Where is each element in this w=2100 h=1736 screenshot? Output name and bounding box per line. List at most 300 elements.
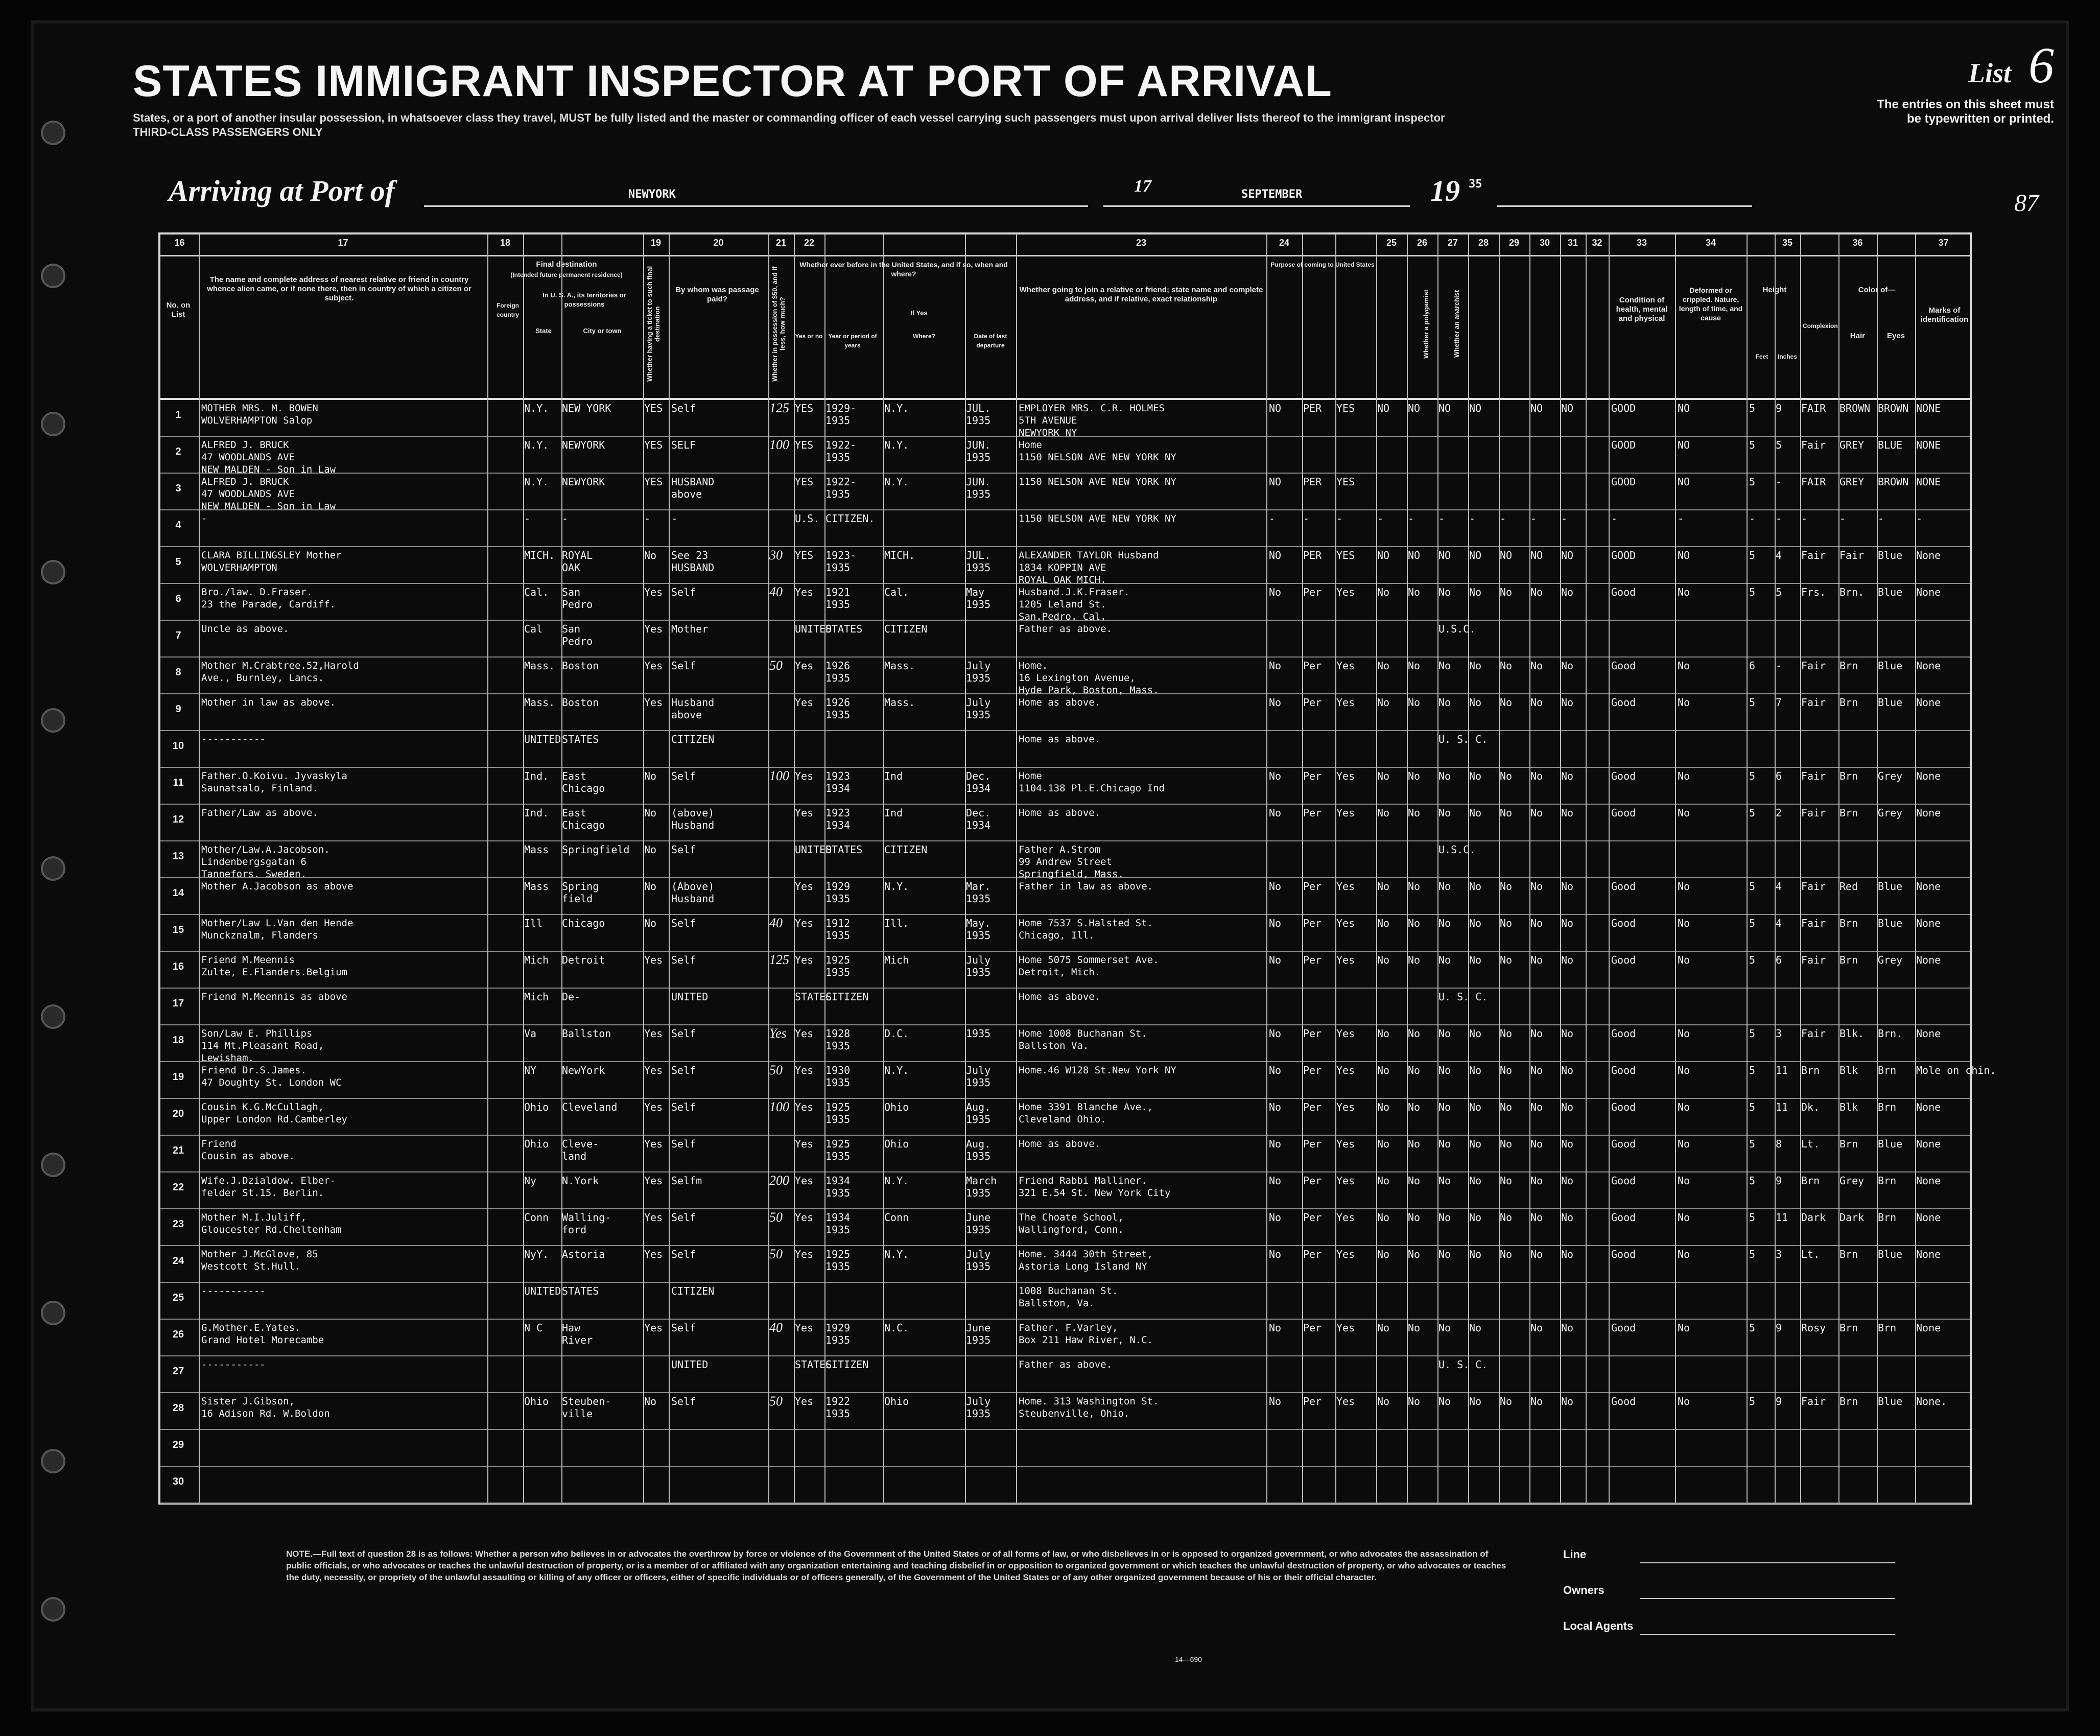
column-number: 32 (1592, 238, 1602, 248)
departure-cell: July 1935 (966, 660, 991, 684)
q31-cell: No (1561, 880, 1574, 893)
relative-cell: Mother/Law L.Van den Hende Munckznalm, Flanders (201, 918, 353, 941)
q28-cell: No (1469, 917, 1482, 929)
money-cell: 40 (769, 916, 783, 930)
city-cell: NEWYORK (562, 439, 605, 451)
years-cell: CITIZEN. (825, 512, 875, 525)
line-number: 18 (172, 1035, 184, 1046)
table-row (160, 1355, 1970, 1393)
q25-cell: No (1377, 1175, 1390, 1187)
punch-hole (41, 264, 65, 288)
years-cell: 1923 1934 (825, 807, 851, 831)
city-cell: San Pedro (562, 623, 593, 647)
complexion-cell: - (1801, 512, 1808, 525)
eyes-cell: BROWN (1878, 476, 1909, 488)
city-cell: NEWYORK (562, 476, 605, 488)
column-rule (768, 234, 769, 1503)
state-cell: Ohio (524, 1138, 549, 1150)
column-rule (1335, 234, 1336, 1503)
joining-cell: Home. 16 Lexington Avenue, Hyde Park, Boston, Mass. (1019, 660, 1159, 696)
passage-paid-cell: Self (671, 917, 696, 929)
line-number: 1 (175, 409, 181, 420)
table-row (160, 473, 1970, 510)
ticket-cell: Yes (644, 1175, 663, 1187)
purpose-cell: Per (1303, 696, 1322, 709)
purpose-cell: YES (1336, 476, 1355, 488)
punch-hole (41, 856, 65, 881)
departure-cell: March 1935 (966, 1175, 997, 1199)
joining-cell: Home as above. (1019, 734, 1101, 745)
q28-cell: No (1469, 660, 1482, 672)
line-number: 25 (172, 1292, 184, 1303)
q25-cell: No (1377, 807, 1390, 819)
column-number: 16 (174, 238, 185, 248)
day-value: 17 (1134, 177, 1151, 196)
q29-cell: No (1500, 1101, 1513, 1113)
q31-cell: No (1561, 1027, 1574, 1040)
purpose-cell: No (1269, 770, 1282, 782)
money-cell: 100 (769, 437, 789, 452)
q29-cell: No (1500, 954, 1513, 966)
q28-cell: No (1469, 1101, 1482, 1113)
column-rule (965, 234, 966, 1503)
feet-cell: 5 (1749, 954, 1756, 966)
eyes-cell: BROWN (1878, 402, 1909, 414)
deformed-cell: No (1678, 954, 1690, 966)
money-cell: 50 (769, 1210, 783, 1225)
complexion-cell: Fair (1801, 807, 1826, 819)
marks-cell: None (1916, 586, 1941, 598)
marks-cell: - (1916, 512, 1923, 525)
passage-paid-cell: Mother (671, 623, 709, 635)
joining-cell: Home 7537 S.Halsted St. Chicago, Ill. (1019, 918, 1153, 941)
inches-cell: 11 (1776, 1211, 1788, 1224)
header-height: Height (1762, 286, 1787, 294)
hair-cell: Brn. (1839, 586, 1865, 598)
inches-cell: 3 (1776, 1027, 1782, 1040)
header-deformed: Deformed or crippled. Nature, length of time, and cause (1679, 286, 1743, 322)
where-cell: N.Y. (884, 1064, 909, 1076)
line-number: 14 (172, 887, 184, 899)
line-number: 7 (175, 630, 181, 641)
hair-cell: Brn (1839, 1395, 1858, 1407)
q29-cell: No (1500, 660, 1513, 672)
inches-cell: 5 (1776, 439, 1782, 451)
q28-cell: NO (1469, 402, 1482, 414)
column-rule (669, 234, 670, 1503)
passage-paid-cell: Self (671, 770, 696, 782)
header-no-on-list: No. on List (166, 301, 191, 319)
feet-cell: 5 (1749, 917, 1756, 929)
column-rule (824, 234, 825, 1503)
q29-cell: No (1500, 770, 1513, 782)
q25-cell: No (1377, 660, 1390, 672)
eyes-cell: Brn (1878, 1211, 1897, 1224)
hair-cell: Dark (1839, 1211, 1865, 1224)
feet-cell: 5 (1749, 1101, 1756, 1113)
relative-cell: Mother M.Crabtree.52,Harold Ave., Burnley, Lancs. (201, 660, 359, 684)
column-number: 31 (1567, 238, 1578, 248)
form-title: STATES IMMIGRANT INSPECTOR AT PORT OF ARRIVAL (133, 57, 1332, 106)
money-cell: 100 (769, 1099, 789, 1114)
purpose-cell: Yes (1336, 770, 1355, 782)
q31-cell: No (1561, 660, 1574, 672)
q27-cell: No (1438, 1101, 1451, 1113)
eyes-cell: Blue (1878, 660, 1903, 672)
header-inches: Inches (1777, 353, 1797, 360)
health-cell: Good (1611, 917, 1636, 929)
q26-cell: No (1408, 1101, 1421, 1113)
state-cell: NY (524, 1064, 537, 1076)
q29-cell: No (1500, 880, 1513, 893)
health-cell: Good (1611, 1395, 1636, 1407)
where-cell: N.Y. (884, 880, 909, 893)
joining-cell: Father as above. (1019, 1359, 1113, 1370)
q26-cell: No (1408, 1248, 1421, 1260)
column-rule (1407, 234, 1408, 1503)
relative-cell: ----------- (201, 1359, 266, 1370)
complexion-cell: Fair (1801, 696, 1826, 709)
table-row (160, 877, 1970, 915)
relative-cell: Wife.J.Dzialdow. Elber- felder St.15. Berlin. (201, 1175, 336, 1199)
table-row (160, 546, 1970, 584)
city-cell: Boston (562, 660, 599, 672)
feet-cell: 5 (1749, 1175, 1756, 1187)
q28-cell: No (1469, 954, 1482, 966)
class-line: THIRD-CLASS PASSENGERS ONLY (133, 126, 323, 138)
where-cell: Mass. (884, 660, 915, 672)
q30-cell: No (1530, 954, 1543, 966)
before-cell: Yes (795, 1175, 814, 1187)
q27-cell: - (1438, 512, 1445, 525)
inches-cell: 11 (1776, 1064, 1788, 1076)
ticket-cell: No (644, 807, 657, 819)
relative-cell: Friend Dr.S.James. 47 Doughty St. London WC (201, 1065, 342, 1088)
years-cell: 1925 1935 (825, 954, 851, 978)
column-number: 17 (338, 238, 348, 248)
line-label: Line (1563, 1548, 1587, 1561)
relative-cell: Father.O.Koivu. Jyvaskyla Saunatsalo, Finland. (201, 770, 347, 794)
deformed-cell: No (1678, 660, 1690, 672)
q31-cell: NO (1561, 402, 1574, 414)
purpose-cell: - (1269, 512, 1276, 525)
purpose-cell: No (1269, 1138, 1282, 1150)
ticket-cell: Yes (644, 1101, 663, 1113)
money-cell: 50 (769, 1394, 783, 1409)
purpose-cell: Per (1303, 1064, 1322, 1076)
relative-cell: Bro./law. D.Fraser. 23 the Parade, Cardiff. (201, 587, 336, 610)
state-cell: Mich (524, 991, 549, 1003)
joining-cell: Father in law as above. (1019, 881, 1153, 892)
q28-cell: No (1469, 807, 1482, 819)
purpose-cell: Yes (1336, 696, 1355, 709)
inches-cell: - (1776, 660, 1782, 672)
years-cell: 1921 1935 (825, 586, 851, 611)
q27-cell: No (1438, 1211, 1451, 1224)
city-cell: Spring field (562, 880, 599, 905)
state-cell: N.Y. (524, 476, 549, 488)
eyes-cell: Grey (1878, 954, 1903, 966)
before-cell: Yes (795, 1248, 814, 1260)
month-value: SEPTEMBER (1241, 188, 1303, 201)
q25-cell: No (1377, 954, 1390, 966)
state-cell: Ny (524, 1175, 537, 1187)
departure-cell: JUN. 1935 (966, 439, 991, 463)
feet-cell: 5 (1749, 770, 1756, 782)
passage-paid-cell: (above) Husband (671, 807, 715, 831)
hair-cell: Brn (1839, 770, 1858, 782)
q26-cell: No (1408, 1175, 1421, 1187)
q26-cell: No (1408, 696, 1421, 709)
column-rule (1747, 234, 1748, 1503)
deformed-cell: No (1678, 807, 1690, 819)
years-cell: 1922- 1935 (825, 476, 857, 500)
marks-cell: None (1916, 954, 1941, 966)
q31-cell: No (1561, 1175, 1574, 1187)
column-number: 33 (1636, 238, 1647, 248)
city-cell: Haw River (562, 1322, 593, 1346)
purpose-cell: Per (1303, 807, 1322, 819)
agents-field (1563, 1620, 1921, 1655)
passage-paid-cell: See 23 HUSBAND (671, 549, 715, 574)
q26-cell: No (1408, 660, 1421, 672)
state-cell: Mass (524, 880, 549, 893)
purpose-cell: No (1269, 660, 1282, 672)
inches-cell: 9 (1776, 1175, 1782, 1187)
feet-cell: 5 (1749, 1248, 1756, 1260)
joining-cell: Husband.J.K.Fraser. 1205 Leland St. San.Pedro. Cal. (1019, 587, 1130, 622)
purpose-cell: Yes (1336, 1027, 1355, 1040)
health-cell: GOOD (1611, 439, 1636, 451)
q27-cell: No (1438, 917, 1451, 929)
purpose-cell: No (1269, 586, 1282, 598)
q28-cell: No (1469, 1064, 1482, 1076)
where-cell: Ohio (884, 1138, 909, 1150)
q25-cell: No (1377, 917, 1390, 929)
money-cell: 100 (769, 768, 789, 783)
health-cell: Good (1611, 1101, 1636, 1113)
header-polygamist: Whether a polygamist (1422, 289, 1430, 359)
q27-cell: No (1438, 880, 1451, 893)
q30-cell: No (1530, 1101, 1543, 1113)
q31-cell: No (1561, 1211, 1574, 1224)
line-number: 19 (172, 1071, 184, 1083)
health-cell: Good (1611, 1175, 1636, 1187)
q25-cell: No (1377, 1064, 1390, 1076)
relative-cell: - (201, 513, 207, 524)
q26-cell: No (1408, 1064, 1421, 1076)
state-cell: NyY. (524, 1248, 549, 1260)
eyes-cell: Blue (1878, 586, 1903, 598)
column-number: 25 (1386, 238, 1397, 248)
q30-cell: No (1530, 1322, 1543, 1334)
column-header-row (160, 255, 1970, 400)
q26-cell: No (1408, 770, 1421, 782)
purpose-cell: No (1269, 1211, 1282, 1224)
table-row (160, 656, 1970, 694)
departure-cell: Dec. 1934 (966, 770, 991, 794)
q29-cell: No (1500, 1248, 1513, 1260)
q31-cell: No (1561, 1064, 1574, 1076)
hair-cell: Brn (1839, 1322, 1858, 1334)
purpose-cell: Yes (1336, 1395, 1355, 1407)
marks-cell: None (1916, 1322, 1941, 1334)
health-cell: Good (1611, 770, 1636, 782)
list-label: List (1968, 58, 2011, 88)
q29-cell: No (1500, 1138, 1513, 1150)
list-number: 6 (2028, 37, 2054, 93)
city-cell: Boston (562, 696, 599, 709)
purpose-cell: Yes (1336, 917, 1355, 929)
departure-cell: JUL. 1935 (966, 549, 991, 574)
joining-cell: Home as above. (1019, 807, 1101, 818)
q26-cell: No (1408, 880, 1421, 893)
passage-paid-cell: Self (671, 402, 696, 414)
hair-cell: Brn (1839, 660, 1858, 672)
feet-cell: 5 (1749, 1064, 1756, 1076)
complexion-cell: Fair (1801, 1395, 1826, 1407)
list-box (1870, 36, 2054, 126)
purpose-cell: Per (1303, 954, 1322, 966)
line-number: 2 (175, 446, 181, 457)
before-cell: Yes (795, 1101, 814, 1113)
footnote: NOTE.—Full text of question 28 is as follows: Whether a person who believes in or advocates the overthrow by force or violence of the Government of the United States or of all forms of law, or who disbelieves in or is opposed to organized government, or who advocates the assassination of public officials, or who advocates or teaches the unlawful destruction of property, or is a member of or affiliated with any organization entertaining and teaching disbelief in or opposition to organized government or which teaches the unlawful destruction of property, or who advocates or teaches the duty, necessity, or propriety of the unlawful assaulting or killing of any officer or officers, either of specific individuals or of officers generally, of the Government of the United States or of any other organized government because of his or their official character. (286, 1549, 1506, 1582)
years-cell: 1930 1935 (825, 1064, 851, 1089)
inches-cell: 8 (1776, 1138, 1782, 1150)
health-cell: Good (1611, 696, 1636, 709)
departure-cell: Dec. 1934 (966, 807, 991, 831)
marks-cell: None (1916, 1248, 1941, 1260)
deformed-cell: No (1678, 1101, 1690, 1113)
header-in-usa: In U. S. A., its territories or possessions (542, 291, 626, 308)
departure-cell: Aug. 1935 (966, 1101, 991, 1125)
deformed-cell: - (1678, 512, 1684, 525)
q26-cell: No (1408, 954, 1421, 966)
relative-cell: Mother A.Jacobson as above (201, 881, 353, 892)
years-cell: 1925 1935 (825, 1101, 851, 1125)
inches-cell: 5 (1776, 586, 1782, 598)
city-cell: ROYAL OAK (562, 549, 593, 574)
q28-cell: No (1469, 1138, 1482, 1150)
relative-cell: Friend M.Meennis as above (201, 991, 347, 1002)
column-rule (199, 234, 200, 1503)
column-number: 29 (1508, 238, 1520, 248)
complexion-cell: Dk. (1801, 1101, 1820, 1113)
q28-cell: NO (1469, 549, 1482, 561)
ticket-cell: Yes (644, 1211, 663, 1224)
ticket-cell: No (644, 917, 657, 929)
passage-paid-cell: Self (671, 1101, 696, 1113)
punch-hole (41, 1004, 65, 1029)
money-cell: 40 (769, 584, 783, 599)
passage-paid-cell: Husband above (671, 696, 715, 721)
city-cell: NewYork (562, 1064, 605, 1076)
header-complexion: Complexion (1803, 322, 1838, 330)
relative-cell: Son/Law E. Phillips 114 Mt.Pleasant Road, Lewisham. (201, 1028, 324, 1064)
q30-cell: NO (1530, 402, 1543, 414)
q27-cell: No (1438, 586, 1451, 598)
before-cell: STATES (795, 1358, 832, 1371)
state-cell: Conn (524, 1211, 549, 1224)
joining-cell: ALEXANDER TAYLOR Husband 1834 KOPPIN AVE ROYAL OAK MICH. (1019, 550, 1159, 585)
header-hair: Hair (1850, 332, 1866, 340)
complexion-cell: Fair (1801, 770, 1826, 782)
q25-cell: No (1377, 770, 1390, 782)
marks-cell: Mole on chin. (1916, 1064, 1996, 1076)
column-rule (487, 234, 488, 1503)
purpose-cell: Per (1303, 770, 1322, 782)
column-rule (643, 234, 644, 1503)
ticket-cell: Yes (644, 660, 663, 672)
date-blank (1103, 205, 1410, 207)
city-cell: Springfield (562, 843, 630, 856)
state-cell: - (524, 512, 531, 525)
where-cell: CITIZEN (884, 843, 928, 856)
passage-paid-cell: HUSBAND above (671, 476, 715, 500)
q26-cell: No (1408, 1138, 1421, 1150)
joining-cell: Home as above. (1019, 991, 1101, 1002)
inches-cell: 2 (1776, 807, 1782, 819)
column-number: 26 (1417, 238, 1428, 248)
marks-cell: None (1916, 880, 1941, 893)
inches-cell: 4 (1776, 917, 1782, 929)
q26-cell: No (1408, 1211, 1421, 1224)
years-cell: 1923 1934 (825, 770, 851, 794)
joining-cell: Home 3391 Blanche Ave., Cleveland Ohio. (1019, 1101, 1153, 1125)
deformed-cell: No (1678, 1395, 1690, 1407)
passage-paid-cell: Self (671, 586, 696, 598)
before-cell: Yes (795, 1064, 814, 1076)
relative-cell: ----------- (201, 734, 266, 745)
punch-hole (41, 1449, 65, 1473)
year-suffix: 35 (1469, 178, 1482, 191)
where-cell: Ill. (884, 917, 909, 929)
where-cell: MICH. (884, 549, 915, 561)
before-cell: STATES (795, 991, 832, 1003)
table-row (160, 1098, 1970, 1136)
purpose-cell: Per (1303, 1027, 1322, 1040)
q29-cell: No (1500, 917, 1513, 929)
line-field (1563, 1548, 1921, 1584)
header-nearest-relative: The name and complete address of nearest relative or friend in country whence alien came, or if none there, then in country of which a citizen or subject. (207, 275, 471, 302)
years-cell: 1922 1935 (825, 1395, 851, 1420)
line-number: 15 (172, 924, 184, 935)
table-row (160, 1245, 1970, 1283)
line-number: 21 (172, 1145, 184, 1156)
city-cell: De- (562, 991, 581, 1003)
marks-cell: None. (1916, 1395, 1947, 1407)
inches-cell: 4 (1776, 549, 1782, 561)
state-cell: N.Y. (524, 402, 549, 414)
table-row (160, 620, 1970, 658)
years-cell: 1923- 1935 (825, 549, 857, 574)
where-cell: N.C. (884, 1322, 909, 1334)
column-rule (1838, 234, 1839, 1503)
eyes-cell: Brn. (1878, 1027, 1903, 1040)
joining-cell: Home 1008 Buchanan St. Ballston Va. (1019, 1028, 1147, 1051)
q28-cell: No (1469, 770, 1482, 782)
table-row (160, 1061, 1996, 1099)
column-number: 27 (1447, 238, 1458, 248)
q27-cell: No (1438, 954, 1451, 966)
eyes-cell: Blue (1878, 1395, 1903, 1407)
q29-cell: No (1500, 1027, 1513, 1040)
joining-cell: EMPLOYER MRS. C.R. HOLMES 5TH AVENUE NEWYORK NY (1019, 403, 1165, 438)
q31-cell: NO (1561, 549, 1574, 561)
purpose-cell: Yes (1336, 1064, 1355, 1076)
years-cell: 1929- 1935 (825, 402, 857, 427)
ticket-cell: Yes (644, 1248, 663, 1260)
